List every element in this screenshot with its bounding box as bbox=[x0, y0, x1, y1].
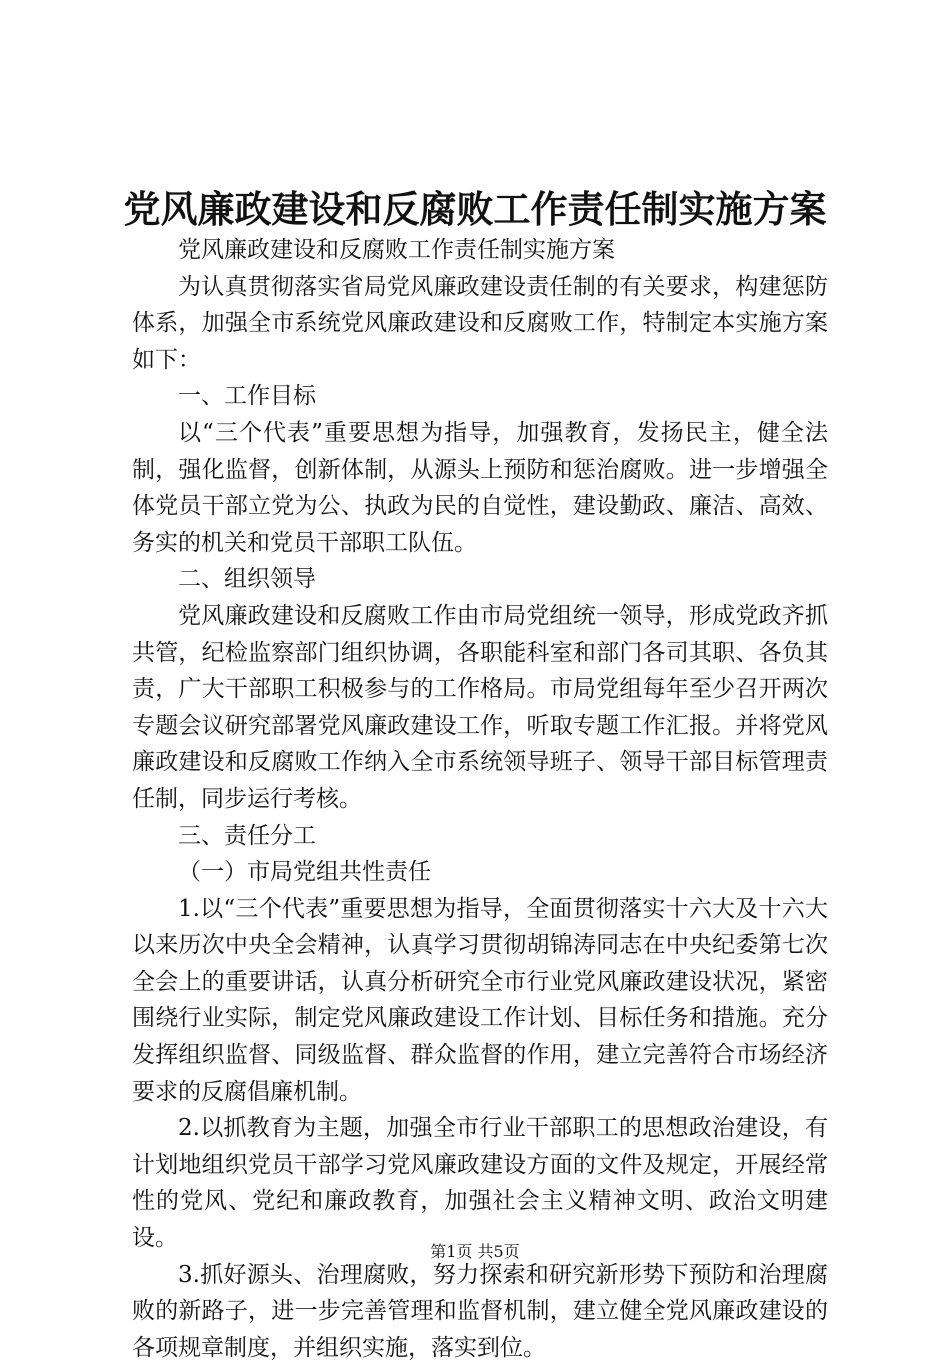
subsection-heading-common-duties: （一）市局党组共性责任 bbox=[178, 859, 431, 886]
duty-item-1: 1.以“三个代表”重要思想为指导，全面贯彻落实十六大及十六大以来历次中央全会精神，认真学习贯彻胡锦涛同志在中央纪委第七次全会上的重要讲话，认真分析研究全市行业党风廉政建设状况，紧密围绕行业实际，制定党风廉政建设工作计划、目标任务和措施。充分发挥组织监督、同级监督、群众监督的作用，建立完善符合市场经济要求的反腐倡廉机制。 bbox=[132, 895, 828, 1105]
subtitle-paragraph: 党风廉政建设和反腐败工作责任制实施方案 bbox=[178, 237, 615, 263]
document-title: 党风廉政建设和反腐败工作责任制实施方案 bbox=[123, 187, 827, 231]
goals-paragraph: 以“三个代表”重要思想为指导，加强教育，发扬民主，健全法制，强化监督，创新体制，从源头上预防和惩治腐败。进一步增强全体党员干部立党为公、执政为民的自觉性，建设勤政、廉洁、高效、务实的机关和党员干部职工队伍。 bbox=[132, 419, 828, 556]
document-body bbox=[132, 232, 828, 1366]
page-number-footer: 第1页 共5页 bbox=[430, 1242, 520, 1261]
section-heading-goals: 一、工作目标 bbox=[178, 383, 316, 410]
duty-item-3: 3.抓好源头、治理腐败，努力探索和研究新形势下预防和治理腐败的新路子，进一步完善管理和监督机制，建立健全党风廉政建设的各项规章制度，并组织实施，落实到位。 bbox=[132, 1261, 828, 1361]
duty-item-2: 2.以抓教育为主题，加强全市行业干部职工的思想政治建设，有计划地组织党员干部学习党风廉政建设方面的文件及规定，开展经常性的党风、党纪和廉政教育，加强社会主义精神文明、政治文明建设。 bbox=[132, 1115, 828, 1252]
intro-paragraph: 为认真贯彻落实省局党风廉政建设责任制的有关要求，构建惩防体系，加强全市系统党风廉政建设和反腐败工作，特制定本实施方案如下： bbox=[132, 273, 828, 373]
leadership-paragraph: 党风廉政建设和反腐败工作由市局党组统一领导，形成党政齐抓共管，纪检监察部门组织协调，各职能科室和部门各司其职、各负其责，广大干部职工积极参与的工作格局。市局党组每年至少召开两次专题会议研究部署党风廉政建设工作，听取专题工作汇报。并将党风廉政建设和反腐败工作纳入全市系统领导班子、领导干部目标管理责任制，同步运行考核。 bbox=[132, 602, 828, 812]
section-heading-leadership: 二、组织领导 bbox=[178, 566, 316, 593]
section-heading-responsibilities: 三、责任分工 bbox=[178, 822, 316, 849]
